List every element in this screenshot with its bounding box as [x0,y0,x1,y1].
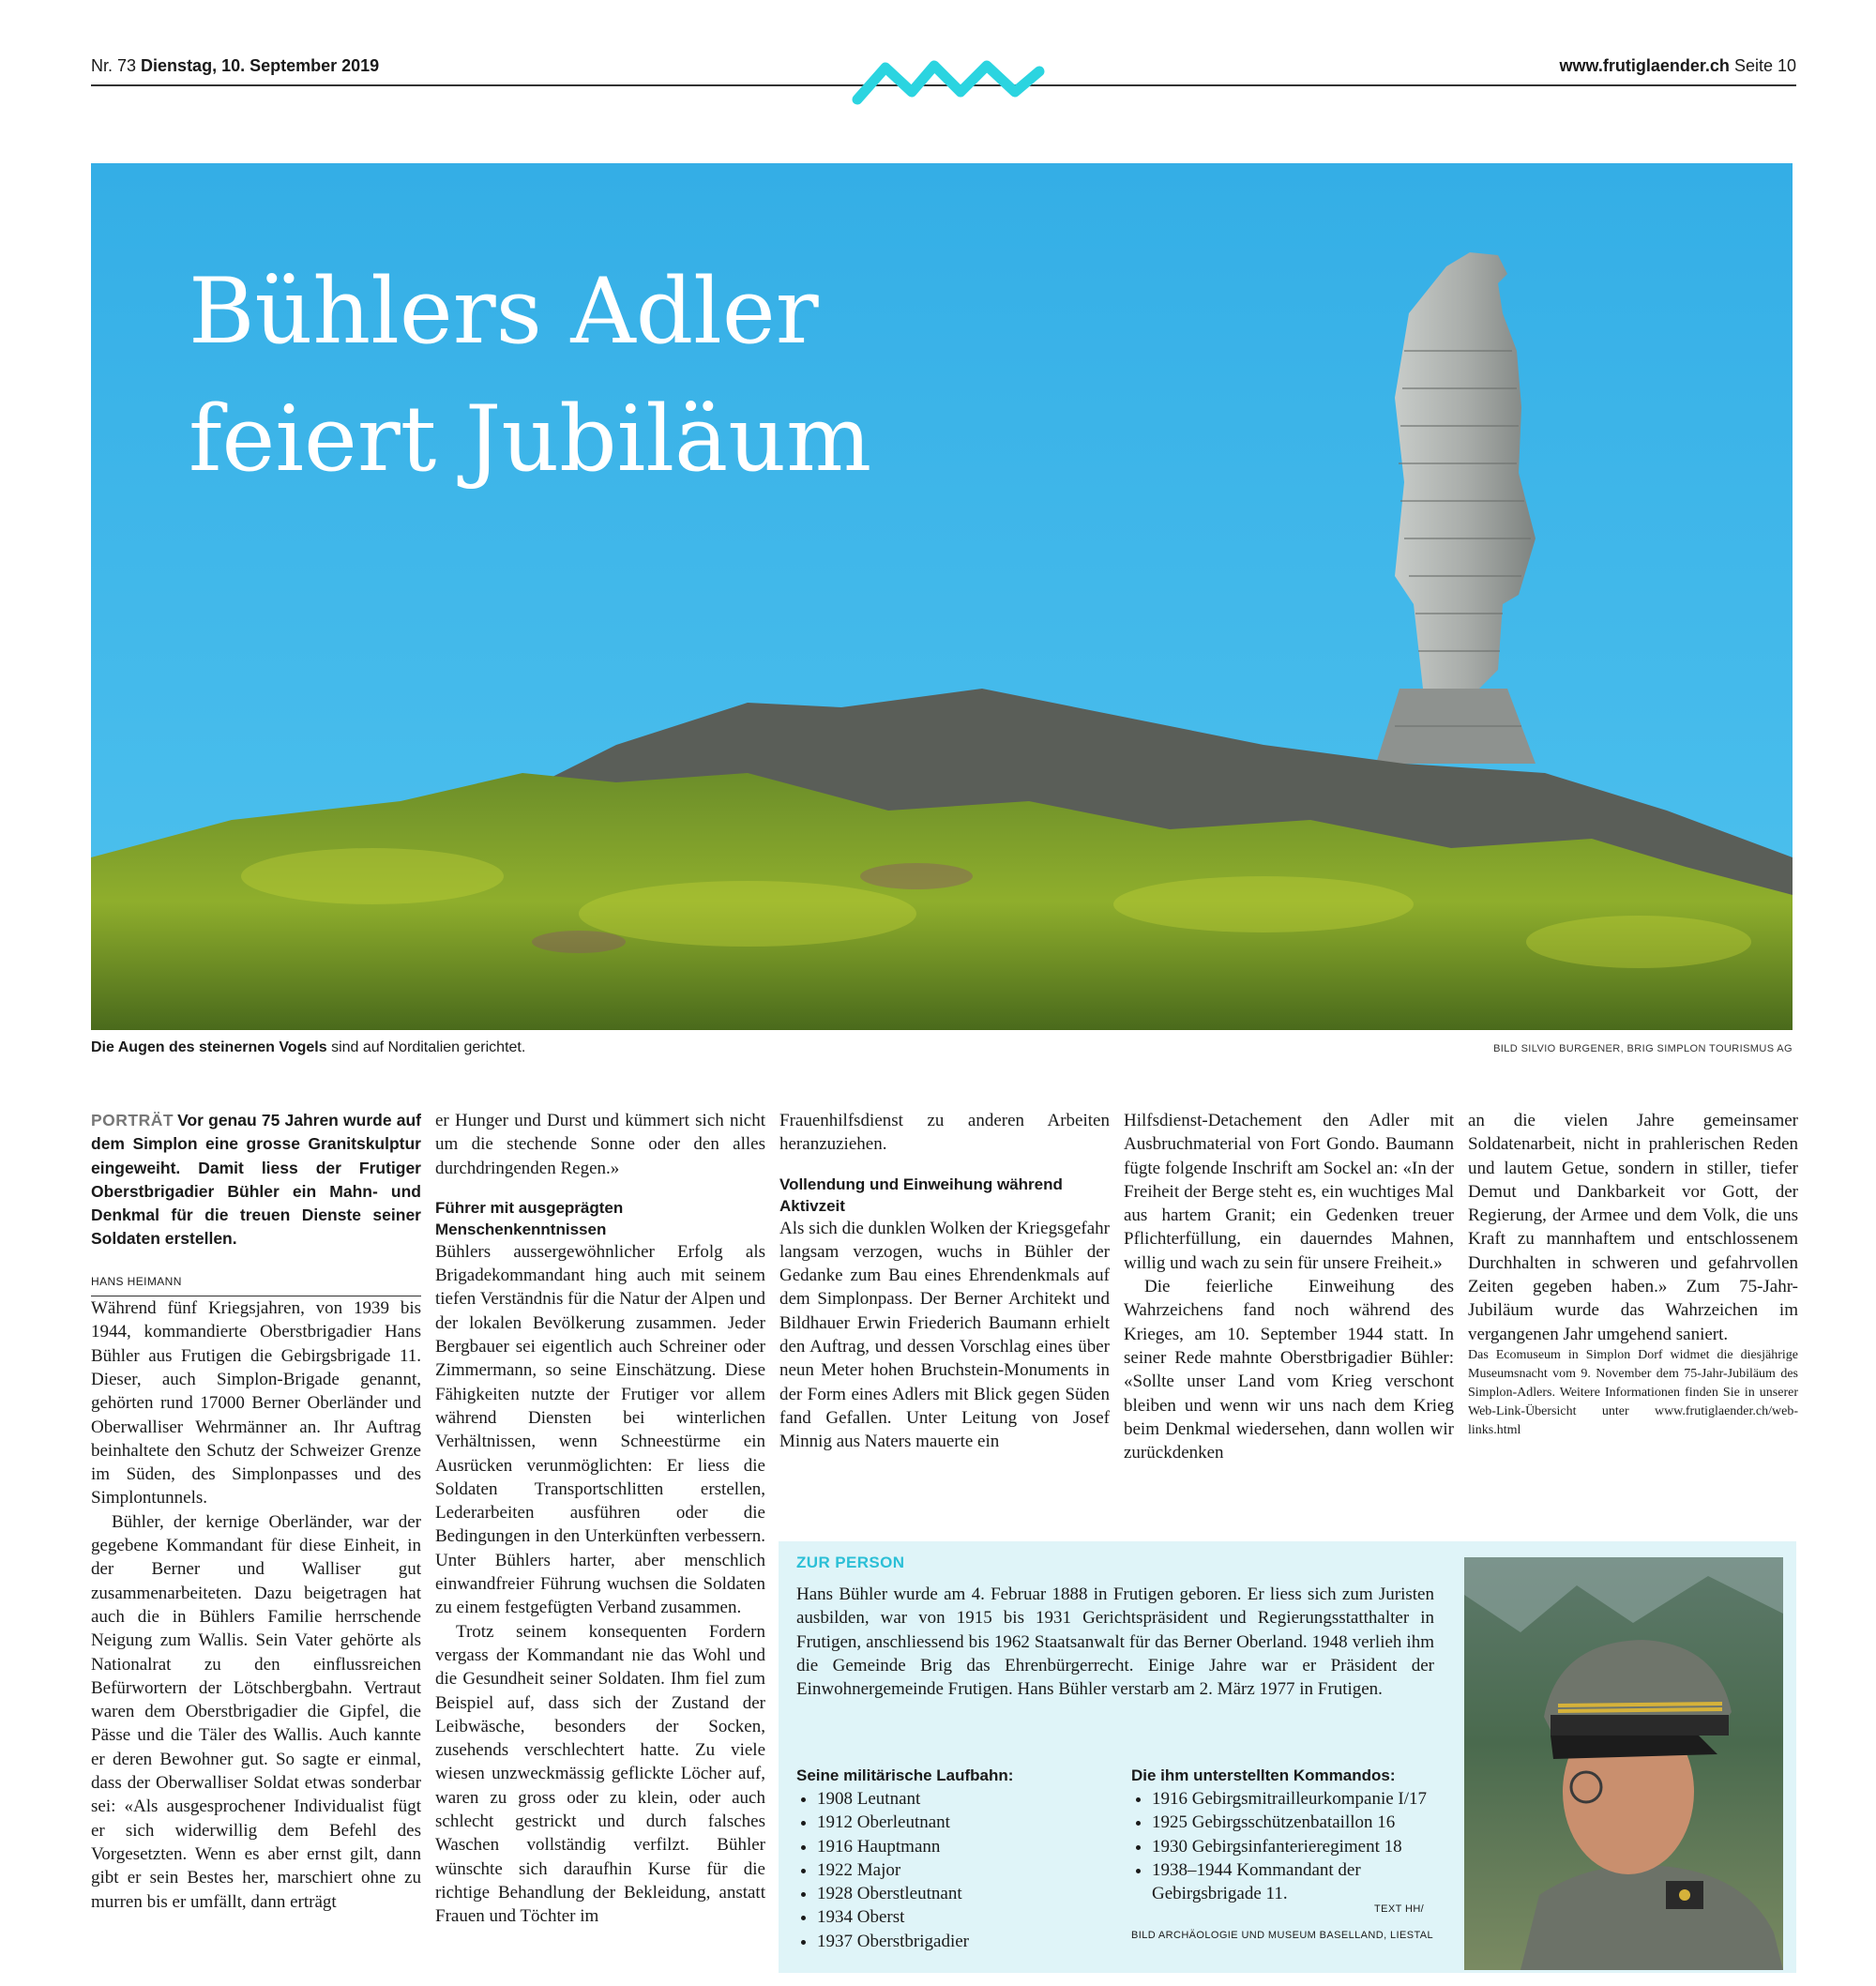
article-column-5 [1468,1109,1798,1440]
box-title: ZUR PERSON [796,1554,905,1571]
article-column-4 [1124,1109,1454,1464]
photo-credit: BILD SILVIO BURGENER, BRIG SIMPLON TOURISMUS AG [1493,1043,1793,1054]
kicker: PORTRÄT [91,1111,174,1129]
paragraph: Bühler, der kernige Oberländer, war der gegebene Kommandant für diese Einheit, in der Berner und Walliser gut zusammenarbeiteten. Dazu beigetragen hat auch die in Bühlers Familie herrschende Neigung zum Wallis. Sein Vater gehörte als Nationalrat zu den einflussreichen Befürwortern der Lötschbergbahn. Vertraut waren dem Oberstbrigadier die Gipfel, die Pässe und die Täler des Wallis. Auch kannte er deren Bewohner gut. So sagte er einmal, dass der Oberwalliser Soldat etwas sonderbar sei: «Als ausgesprochener Individualist fügt er sich widerwillig dem Befehl des Vorgesetzten. Wenn es aber ernst gilt, dann gibt er sein Bestes her, marschiert ohne zu murren bis er umfällt, dann erträgt [91,1511,421,1912]
byline: HANS HEIMANN [91,1270,421,1296]
list-item: • 1922 Major [817,1858,1115,1882]
paragraph: an die vielen Jahre gemeinsamer Soldatenarbeit, nicht in prahlerischen Reden und lautem Getue, sondern in stiller, tiefer Demut und Dankbarkeit vor Gott, der Regierung, der Armee und dem Volk, die uns Kraft zu mannhaftem und entschlossenem Durchhalten in schweren und gefahrvollen Zeiten gegeben haben.» Zum 75-Jahr-Jubiläum wurde das Wahrzeichen im vergangenen Jahr umgehend saniert. [1468,1111,1798,1344]
career-title: Seine militärische Laufbahn: [796,1766,1014,1784]
paragraph: Als sich die dunklen Wolken der Kriegsgefahr langsam verzogen, wuchs in Bühler der Gedanke zum Bau eines Ehrendenkmals auf dem Simplonpass. Der Berner Architekt und Bildhauer Erwin Friederich Baumann erhielt den Auftrag, und dessen Vorschlag eines über neun Meter hohen Bruchstein-Monuments in der Form eines Adlers mit Blick gegen Süden fand Gefallen. Unter Leitung von Josef Minnig aus Naters mauerte ein [779,1218,1110,1452]
photo-caption [91,1039,525,1056]
paragraph: Die feierliche Einweihung des Wahrzeichens fand noch während des Krieges, am 10. September 1944 statt. In seiner Rede mahnte Oberstbrigadier Bühler: «Sollte unser Land vom Krieg verschont bleiben und wenn wir uns nach dem Krieg beim Denkmal wiedersehen, dann wollen wir zurückdenken [1124,1277,1454,1463]
lead-text: Vor genau 75 Jahren wurde auf dem Simplon eine grosse Granitskulptur eingeweiht. Damit liess der Frutiger Oberstbrigadier Bühler ein Mahn- und Denkmal für die treuen Dienste seiner Soldaten erstellen. [91,1111,421,1249]
list-item: • 1908 Leutnant [817,1787,1115,1811]
mountain-wave-logo-icon [852,54,1045,107]
paragraph: er Hunger und Durst und kümmert sich nicht um die stechende Sonne oder den alles durchdringenden Regen.» [435,1111,765,1178]
commands-title: Die ihm unterstellten Kommandos: [1131,1766,1396,1784]
paragraph: Während fünf Kriegsjahren, von 1939 bis 1944, kommandierte Oberstbrigadier Hans Bühler aus Frutigen die Gebirgsbrigade 11. Dieser, auch Simplon-Brigade genannt, gehörten rund 17000 Berner Oberländer und Oberwalliser Wehrmänner an. Ihr Auftrag beinhaltete den Schutz der Schweizer Grenze im Süden, des Simplonpasses und des Simplontunnels. [91,1298,421,1508]
info-note: Das Ecomuseum in Simplon Dorf widmet die diesjährige Museumsnacht vom 9. November dem 75-Jahr-Jubiläum des Simplon-Adlers. Weitere Informationen finden Sie in unserer Web-Link-Übersicht unter www.frutiglaender.ch/web-links.html [1468,1347,1798,1437]
issue-number: Nr. 73 [91,56,137,75]
portrait-photo [1464,1557,1783,1970]
site-and-page [1560,56,1796,76]
paragraph: Bühlers aussergewöhnlicher Erfolg als Brigadekommandant hing auch mit seinem tiefen Verständnis für die Natur der Alpen und der lokalen Bevölkerung zusammen. Jeder Bergbauer sei eigentlich auch Schreiner oder Zimmermann, so seine Einschätzung. Diese Fähigkeiten nutzte der Frutiger vor allem während Diensten bei winterlichen Verhältnissen, wenn Schneestürme ein Ausrücken verunmöglichten: Er liess die Soldaten Transportschlitten erstellen, Lederarbeiten ausführen oder die Bedingungen in den Unterkünften verbessern. Unter Bühlers harter, aber menschlich einwandfreier Führung wuchsen die Soldaten zu einem festgefügten Verband zusammen. [435,1241,765,1618]
hero-photo [91,163,1793,1030]
caption-bold: Die Augen des steinernen Vogels [91,1039,327,1055]
article-column-3 [779,1109,1110,1454]
list-item: • 1916 Hauptmann [817,1835,1115,1858]
list-item: • 1928 Oberstleutnant [817,1882,1115,1905]
list-item: • 1937 Oberstbrigadier [817,1930,1115,1953]
page-number: Seite 10 [1733,56,1796,75]
paragraph: Trotz seinem konsequenten Fordern vergass der Kommandant nie das Wohl und die Gesundheit seiner Soldaten. Ihm fiel zum Beispiel auf, dass sich der Zustand der Leibwäsche, besonders der Socken, zusehends verschlechtert hatte. Zu viele wiesen unzweckmässig geflickte Löcher auf, waren zu gross oder zu klein, oder auch schlecht gestrickt und durch falsches Waschen vollständig verfilzt. Bühler wünschte sich daraufhin Kurse für die richtige Behandlung der Bekleidung, anstatt Frauen und Töchter im [435,1621,765,1927]
subheading: Führer mit ausgeprägten Menschenkenntnissen [435,1198,624,1238]
issue-date-text: Dienstag, 10. September 2019 [141,56,380,75]
caption-rest: sind auf Norditalien gerichtet. [326,1039,526,1055]
issue-date [91,56,379,76]
list-item: • 1912 Oberleutnant [817,1811,1115,1834]
officer-portrait-image [1464,1557,1783,1970]
article-column-2 [435,1109,765,1929]
person-info-box [779,1541,1796,1973]
paragraph: Hilfsdienst-Detachement den Adler mit Ausbruchmaterial von Fort Gondo. Baumann fügte folgende Inschrift am Sockel an: «In der Freiheit der Berge steht es, ein wuchtiges Mal aus hartem Granit; ein Gedenken treuer Pflichterfüllung, ein dauerndes Mahnen, willig und wach zu sein für unsere Freiheit.» [1124,1111,1454,1273]
website-link[interactable]: www.frutiglaender.ch [1559,56,1730,75]
list-item: • 1925 Gebirgsschützenbataillon 16 [1152,1811,1450,1834]
list-item: • 1916 Gebirgsmitrailleurkompanie I/17 [1152,1787,1450,1811]
article-column-1 [91,1109,421,1914]
article-lead [91,1109,421,1251]
subheading: Vollendung und Einweihung während Aktivzeit [779,1175,1063,1215]
list-item: • 1930 Gebirgsinfanterieregiment 18 [1152,1835,1450,1858]
career-list [796,1766,1115,1953]
headline: Bühlers Adler feiert Jubiläum [189,259,872,492]
paragraph: Frauenhilfsdienst zu anderen Arbeiten heranzuziehen. [779,1111,1110,1155]
commands-list [1131,1766,1450,1905]
portrait-credit: BILD ARCHÄOLOGIE UND MUSEUM BASELLAND, LIESTAL [1131,1930,1434,1941]
list-item: • 1938–1944 Kommandant der Gebirgsbrigade 11. [1152,1858,1450,1906]
bio-text: Hans Bühler wurde am 4. Februar 1888 in Frutigen geboren. Er liess sich zum Juristen ausbilden, war von 1915 bis 1931 Gerichtspräsident und Regierungsstatthalter in Frutigen, anschliessend bis 1962 Staatsanwalt für das Berner Oberland. 1948 verlieh ihm die Gemeinde Brig das Ehrenbürgerrecht. Einige Jahre war er Präsident der Einwohnergemeinde Frutigen. Hans Bühler verstarb am 2. März 1977 in Frutigen. [796,1584,1434,1700]
list-item: • 1934 Oberst [817,1905,1115,1929]
text-credit: TEXT HH/ [1374,1903,1425,1915]
